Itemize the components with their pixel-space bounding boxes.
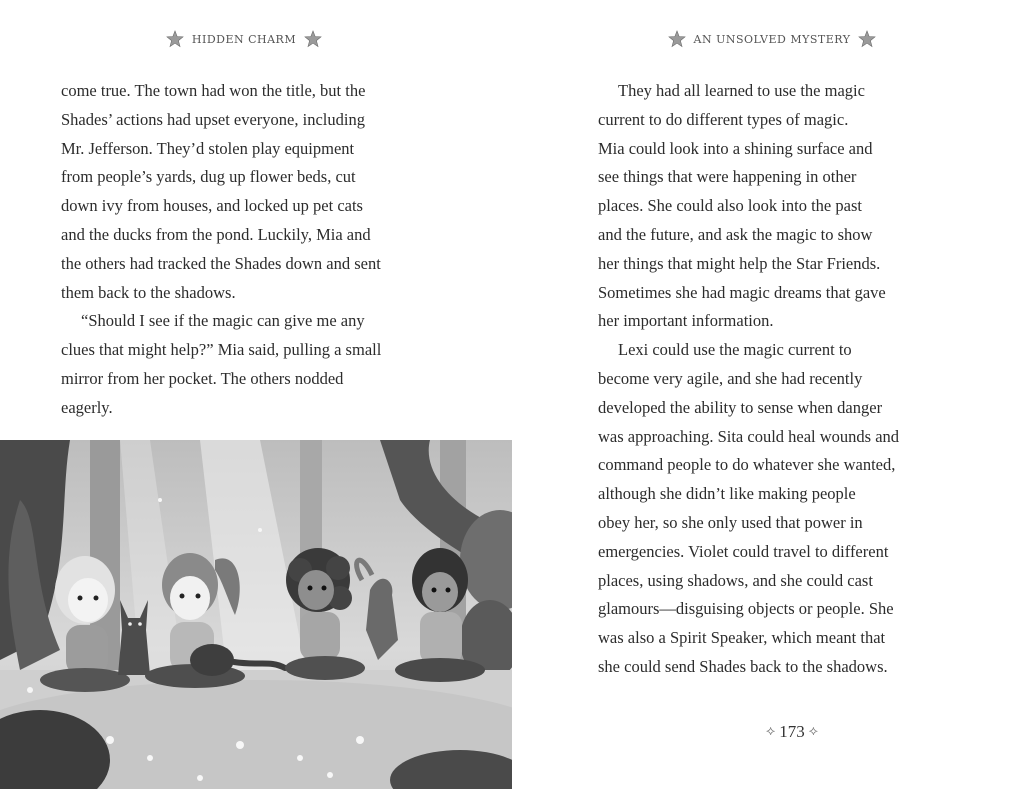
right-page [512, 0, 1024, 789]
right-body-text [598, 77, 978, 682]
text-line: her things that might help the Star Friends. [598, 253, 881, 273]
page-number [752, 722, 832, 742]
text-line: “Should I see if the magic can give me any [81, 311, 365, 331]
chapter-title: AN UNSOLVED MYSTERY [693, 32, 851, 46]
text-line: current to do different types of magic. [598, 109, 849, 129]
book-title: HIDDEN CHARM [191, 32, 297, 46]
text-line: and the ducks from the pond. Luckily, Mia and [61, 224, 371, 244]
text-line: she could send Shades back to the shadows. [598, 656, 888, 676]
text-line: see things that were happening in other [598, 167, 857, 187]
page-number-value: 173 [779, 722, 805, 741]
text-line: and the future, and ask the magic to show [598, 224, 873, 244]
star-icon [304, 30, 322, 48]
text-line: places. She could also look into the past [598, 196, 862, 216]
running-head-right [592, 30, 952, 48]
star-icon [166, 30, 184, 48]
text-line: Sometimes she had magic dreams that gave [598, 282, 886, 302]
text-line: clues that might help?” Mia said, pulling a small [61, 340, 382, 360]
text-line: them back to the shadows. [61, 282, 236, 302]
text-line: Shades’ actions had upset everyone, including [61, 109, 365, 129]
forest-illustration [0, 440, 512, 789]
left-body-text [61, 77, 441, 423]
text-line: was approaching. Sita could heal wounds and [598, 426, 900, 446]
text-line: come true. The town had won the title, but the [61, 81, 366, 100]
text-line: eagerly. [61, 397, 113, 417]
star-icon [858, 30, 876, 48]
text-line: Mr. Jefferson. They’d stolen play equipment [61, 138, 355, 158]
text-line: They had all learned to use the magic [618, 81, 865, 100]
text-line: mirror from her pocket. The others nodded [61, 368, 344, 388]
text-line: from people’s yards, dug up flower beds, cut [61, 167, 356, 187]
text-line: Mia could look into a shining surface and [598, 138, 873, 158]
text-line: become very agile, and she had recently [598, 368, 863, 388]
text-line: obey her, so she only used that power in [598, 512, 863, 532]
text-line: emergencies. Violet could travel to different [598, 541, 889, 561]
flourish-icon: ⟡ [765, 724, 776, 739]
text-line: glamours—disguising objects or people. She [598, 599, 894, 619]
text-line: although she didn’t like making people [598, 484, 856, 504]
text-line: Lexi could use the magic current to [618, 340, 852, 360]
text-line: her important information. [598, 311, 774, 331]
star-icon [668, 30, 686, 48]
text-line: developed the ability to sense when danger [598, 397, 883, 417]
text-line: command people to do whatever she wanted, [598, 455, 896, 475]
text-line: places, using shadows, and she could cast [598, 570, 873, 590]
running-head-left [0, 30, 488, 48]
text-line: down ivy from houses, and locked up pet cats [61, 196, 363, 216]
text-line: the others had tracked the Shades down and sent [61, 253, 381, 273]
flourish-icon: ⟡ [808, 724, 819, 739]
text-line: was also a Spirit Speaker, which meant that [598, 628, 886, 648]
